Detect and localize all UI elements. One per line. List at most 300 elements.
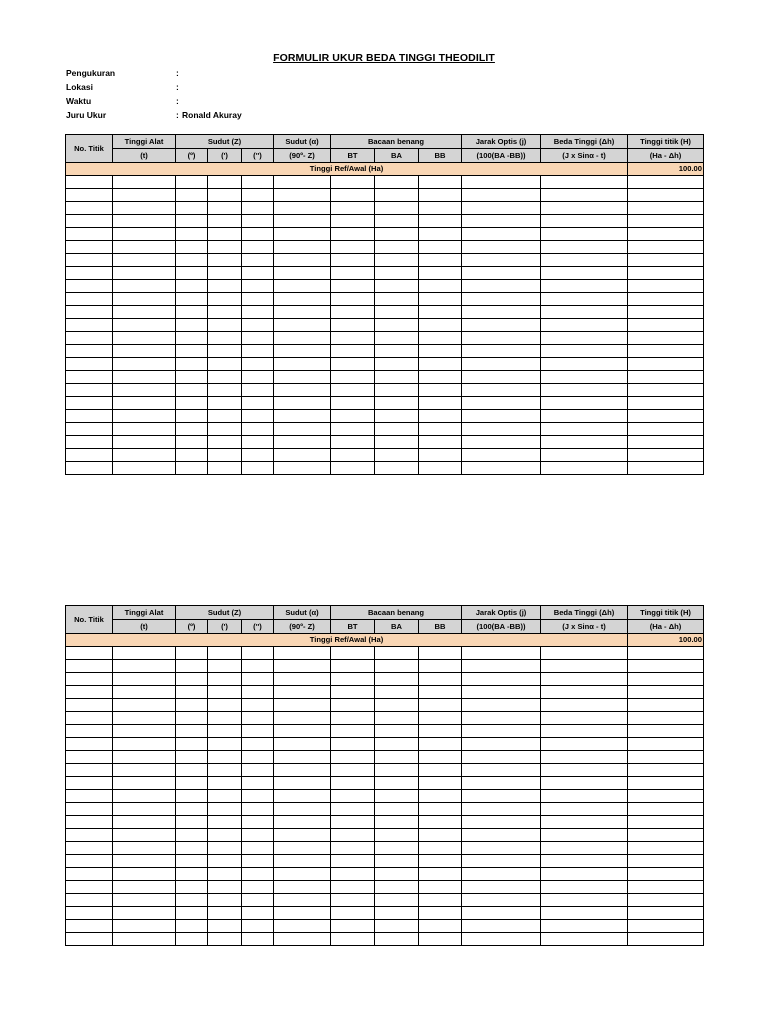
cell-tinggi-alat[interactable] [113,436,176,449]
cell-bacaan-ba[interactable] [375,907,419,920]
cell-beda-tinggi[interactable] [541,790,628,803]
cell-bacaan-ba[interactable] [375,345,419,358]
cell-bacaan-ba[interactable] [375,449,419,462]
cell-bacaan-bb[interactable] [419,319,462,332]
cell-beda-tinggi[interactable] [541,803,628,816]
cell-sudut-degree[interactable] [176,384,208,397]
cell-bacaan-bb[interactable] [419,384,462,397]
cell-sudut-alpha[interactable] [274,267,331,280]
cell-no-titik[interactable] [66,894,113,907]
cell-bacaan-bb[interactable] [419,254,462,267]
cell-no-titik[interactable] [66,725,113,738]
cell-sudut-second[interactable] [242,371,274,384]
cell-sudut-second[interactable] [242,751,274,764]
cell-sudut-second[interactable] [242,725,274,738]
cell-bacaan-bb[interactable] [419,881,462,894]
cell-sudut-minute[interactable] [208,436,242,449]
cell-sudut-degree[interactable] [176,189,208,202]
cell-tinggi-titik[interactable] [628,189,704,202]
cell-bacaan-ba[interactable] [375,803,419,816]
cell-beda-tinggi[interactable] [541,423,628,436]
cell-beda-tinggi[interactable] [541,647,628,660]
cell-sudut-degree[interactable] [176,777,208,790]
cell-sudut-alpha[interactable] [274,660,331,673]
cell-sudut-minute[interactable] [208,725,242,738]
cell-tinggi-titik[interactable] [628,176,704,189]
cell-tinggi-alat[interactable] [113,881,176,894]
cell-jarak-optis[interactable] [462,712,541,725]
cell-sudut-second[interactable] [242,293,274,306]
cell-bacaan-bt[interactable] [331,384,375,397]
cell-sudut-degree[interactable] [176,358,208,371]
cell-sudut-minute[interactable] [208,751,242,764]
cell-bacaan-bb[interactable] [419,712,462,725]
cell-no-titik[interactable] [66,241,113,254]
cell-sudut-alpha[interactable] [274,829,331,842]
cell-sudut-degree[interactable] [176,449,208,462]
cell-jarak-optis[interactable] [462,790,541,803]
cell-beda-tinggi[interactable] [541,371,628,384]
cell-bacaan-ba[interactable] [375,423,419,436]
cell-bacaan-bt[interactable] [331,371,375,384]
cell-beda-tinggi[interactable] [541,436,628,449]
cell-tinggi-alat[interactable] [113,725,176,738]
cell-bacaan-bb[interactable] [419,449,462,462]
cell-beda-tinggi[interactable] [541,933,628,946]
cell-sudut-second[interactable] [242,254,274,267]
cell-bacaan-bt[interactable] [331,790,375,803]
cell-no-titik[interactable] [66,647,113,660]
cell-sudut-minute[interactable] [208,894,242,907]
cell-bacaan-bt[interactable] [331,829,375,842]
cell-beda-tinggi[interactable] [541,319,628,332]
cell-bacaan-bt[interactable] [331,397,375,410]
cell-bacaan-bt[interactable] [331,725,375,738]
cell-jarak-optis[interactable] [462,920,541,933]
cell-sudut-minute[interactable] [208,881,242,894]
cell-bacaan-bb[interactable] [419,436,462,449]
cell-bacaan-bt[interactable] [331,228,375,241]
cell-bacaan-bb[interactable] [419,920,462,933]
cell-jarak-optis[interactable] [462,436,541,449]
cell-bacaan-ba[interactable] [375,712,419,725]
cell-tinggi-alat[interactable] [113,423,176,436]
cell-no-titik[interactable] [66,358,113,371]
cell-sudut-minute[interactable] [208,345,242,358]
cell-sudut-degree[interactable] [176,673,208,686]
cell-bacaan-bb[interactable] [419,176,462,189]
cell-jarak-optis[interactable] [462,673,541,686]
cell-tinggi-alat[interactable] [113,332,176,345]
cell-sudut-minute[interactable] [208,319,242,332]
cell-beda-tinggi[interactable] [541,816,628,829]
cell-sudut-minute[interactable] [208,777,242,790]
cell-beda-tinggi[interactable] [541,842,628,855]
cell-tinggi-alat[interactable] [113,660,176,673]
cell-jarak-optis[interactable] [462,371,541,384]
cell-tinggi-alat[interactable] [113,907,176,920]
cell-bacaan-ba[interactable] [375,790,419,803]
cell-bacaan-bt[interactable] [331,881,375,894]
cell-no-titik[interactable] [66,738,113,751]
cell-sudut-alpha[interactable] [274,345,331,358]
cell-beda-tinggi[interactable] [541,306,628,319]
cell-sudut-minute[interactable] [208,293,242,306]
cell-tinggi-alat[interactable] [113,202,176,215]
cell-sudut-degree[interactable] [176,868,208,881]
cell-beda-tinggi[interactable] [541,202,628,215]
cell-beda-tinggi[interactable] [541,712,628,725]
cell-tinggi-titik[interactable] [628,660,704,673]
cell-bacaan-bb[interactable] [419,397,462,410]
cell-tinggi-alat[interactable] [113,673,176,686]
cell-bacaan-bt[interactable] [331,777,375,790]
cell-bacaan-ba[interactable] [375,699,419,712]
cell-jarak-optis[interactable] [462,449,541,462]
cell-beda-tinggi[interactable] [541,397,628,410]
cell-sudut-degree[interactable] [176,254,208,267]
cell-sudut-minute[interactable] [208,764,242,777]
cell-no-titik[interactable] [66,920,113,933]
cell-sudut-second[interactable] [242,699,274,712]
cell-bacaan-bb[interactable] [419,280,462,293]
cell-bacaan-bt[interactable] [331,176,375,189]
cell-beda-tinggi[interactable] [541,738,628,751]
cell-tinggi-alat[interactable] [113,241,176,254]
cell-sudut-degree[interactable] [176,345,208,358]
cell-bacaan-ba[interactable] [375,267,419,280]
cell-beda-tinggi[interactable] [541,686,628,699]
cell-bacaan-bt[interactable] [331,189,375,202]
cell-bacaan-bt[interactable] [331,449,375,462]
cell-jarak-optis[interactable] [462,189,541,202]
cell-sudut-second[interactable] [242,777,274,790]
cell-bacaan-bt[interactable] [331,803,375,816]
cell-sudut-alpha[interactable] [274,410,331,423]
cell-bacaan-bt[interactable] [331,647,375,660]
cell-no-titik[interactable] [66,907,113,920]
cell-sudut-second[interactable] [242,384,274,397]
cell-sudut-second[interactable] [242,410,274,423]
cell-bacaan-bt[interactable] [331,345,375,358]
cell-tinggi-alat[interactable] [113,894,176,907]
cell-beda-tinggi[interactable] [541,881,628,894]
cell-sudut-alpha[interactable] [274,176,331,189]
cell-sudut-second[interactable] [242,764,274,777]
cell-sudut-minute[interactable] [208,267,242,280]
cell-no-titik[interactable] [66,842,113,855]
cell-bacaan-bt[interactable] [331,358,375,371]
cell-no-titik[interactable] [66,777,113,790]
cell-sudut-alpha[interactable] [274,725,331,738]
cell-beda-tinggi[interactable] [541,410,628,423]
cell-sudut-second[interactable] [242,829,274,842]
cell-sudut-minute[interactable] [208,933,242,946]
cell-bacaan-bb[interactable] [419,358,462,371]
cell-sudut-degree[interactable] [176,176,208,189]
cell-tinggi-titik[interactable] [628,751,704,764]
cell-sudut-alpha[interactable] [274,894,331,907]
cell-jarak-optis[interactable] [462,764,541,777]
cell-sudut-alpha[interactable] [274,764,331,777]
cell-sudut-minute[interactable] [208,215,242,228]
cell-bacaan-ba[interactable] [375,189,419,202]
cell-tinggi-alat[interactable] [113,319,176,332]
cell-tinggi-alat[interactable] [113,751,176,764]
cell-bacaan-bt[interactable] [331,738,375,751]
cell-tinggi-titik[interactable] [628,712,704,725]
cell-bacaan-bt[interactable] [331,267,375,280]
cell-sudut-minute[interactable] [208,202,242,215]
cell-sudut-degree[interactable] [176,933,208,946]
cell-no-titik[interactable] [66,202,113,215]
cell-bacaan-ba[interactable] [375,228,419,241]
cell-sudut-degree[interactable] [176,397,208,410]
cell-tinggi-alat[interactable] [113,410,176,423]
cell-sudut-second[interactable] [242,267,274,280]
cell-tinggi-titik[interactable] [628,319,704,332]
cell-sudut-minute[interactable] [208,816,242,829]
cell-sudut-second[interactable] [242,397,274,410]
cell-tinggi-titik[interactable] [628,725,704,738]
cell-bacaan-bt[interactable] [331,462,375,475]
cell-sudut-second[interactable] [242,790,274,803]
cell-sudut-alpha[interactable] [274,907,331,920]
cell-jarak-optis[interactable] [462,686,541,699]
cell-bacaan-bt[interactable] [331,764,375,777]
cell-sudut-minute[interactable] [208,738,242,751]
cell-no-titik[interactable] [66,254,113,267]
cell-tinggi-titik[interactable] [628,920,704,933]
cell-no-titik[interactable] [66,345,113,358]
cell-jarak-optis[interactable] [462,894,541,907]
cell-beda-tinggi[interactable] [541,699,628,712]
cell-bacaan-ba[interactable] [375,894,419,907]
cell-bacaan-bb[interactable] [419,816,462,829]
cell-bacaan-bb[interactable] [419,868,462,881]
cell-beda-tinggi[interactable] [541,215,628,228]
cell-bacaan-ba[interactable] [375,647,419,660]
cell-sudut-second[interactable] [242,816,274,829]
cell-sudut-alpha[interactable] [274,306,331,319]
cell-bacaan-bt[interactable] [331,241,375,254]
cell-jarak-optis[interactable] [462,725,541,738]
cell-sudut-alpha[interactable] [274,319,331,332]
cell-beda-tinggi[interactable] [541,189,628,202]
cell-bacaan-bt[interactable] [331,673,375,686]
cell-jarak-optis[interactable] [462,176,541,189]
cell-sudut-second[interactable] [242,280,274,293]
cell-tinggi-titik[interactable] [628,933,704,946]
cell-beda-tinggi[interactable] [541,673,628,686]
cell-no-titik[interactable] [66,436,113,449]
cell-bacaan-ba[interactable] [375,241,419,254]
cell-sudut-second[interactable] [242,449,274,462]
cell-bacaan-bb[interactable] [419,241,462,254]
cell-no-titik[interactable] [66,384,113,397]
cell-tinggi-alat[interactable] [113,647,176,660]
cell-sudut-minute[interactable] [208,686,242,699]
cell-tinggi-titik[interactable] [628,410,704,423]
cell-sudut-degree[interactable] [176,647,208,660]
cell-bacaan-bt[interactable] [331,306,375,319]
cell-jarak-optis[interactable] [462,345,541,358]
cell-sudut-second[interactable] [242,319,274,332]
cell-bacaan-bb[interactable] [419,228,462,241]
cell-tinggi-titik[interactable] [628,816,704,829]
cell-jarak-optis[interactable] [462,855,541,868]
cell-tinggi-alat[interactable] [113,816,176,829]
cell-sudut-degree[interactable] [176,332,208,345]
cell-sudut-degree[interactable] [176,699,208,712]
cell-sudut-second[interactable] [242,215,274,228]
cell-beda-tinggi[interactable] [541,228,628,241]
cell-sudut-alpha[interactable] [274,449,331,462]
cell-tinggi-titik[interactable] [628,868,704,881]
cell-tinggi-titik[interactable] [628,881,704,894]
cell-bacaan-bb[interactable] [419,829,462,842]
cell-bacaan-bb[interactable] [419,842,462,855]
cell-no-titik[interactable] [66,176,113,189]
cell-jarak-optis[interactable] [462,660,541,673]
cell-sudut-minute[interactable] [208,397,242,410]
cell-tinggi-alat[interactable] [113,384,176,397]
cell-tinggi-alat[interactable] [113,306,176,319]
cell-no-titik[interactable] [66,855,113,868]
cell-no-titik[interactable] [66,293,113,306]
cell-beda-tinggi[interactable] [541,345,628,358]
cell-bacaan-ba[interactable] [375,176,419,189]
cell-bacaan-ba[interactable] [375,319,419,332]
cell-sudut-alpha[interactable] [274,803,331,816]
cell-bacaan-ba[interactable] [375,881,419,894]
cell-sudut-minute[interactable] [208,241,242,254]
cell-sudut-second[interactable] [242,202,274,215]
cell-beda-tinggi[interactable] [541,764,628,777]
cell-beda-tinggi[interactable] [541,293,628,306]
cell-no-titik[interactable] [66,423,113,436]
cell-bacaan-bt[interactable] [331,699,375,712]
cell-sudut-minute[interactable] [208,189,242,202]
cell-tinggi-alat[interactable] [113,228,176,241]
cell-sudut-minute[interactable] [208,358,242,371]
cell-bacaan-ba[interactable] [375,410,419,423]
cell-no-titik[interactable] [66,410,113,423]
cell-jarak-optis[interactable] [462,267,541,280]
cell-beda-tinggi[interactable] [541,725,628,738]
cell-no-titik[interactable] [66,829,113,842]
cell-sudut-degree[interactable] [176,790,208,803]
cell-sudut-second[interactable] [242,673,274,686]
cell-tinggi-alat[interactable] [113,699,176,712]
cell-bacaan-bb[interactable] [419,345,462,358]
cell-sudut-alpha[interactable] [274,228,331,241]
cell-beda-tinggi[interactable] [541,868,628,881]
cell-jarak-optis[interactable] [462,202,541,215]
cell-tinggi-alat[interactable] [113,920,176,933]
cell-tinggi-alat[interactable] [113,842,176,855]
cell-bacaan-bb[interactable] [419,764,462,777]
cell-bacaan-bt[interactable] [331,907,375,920]
cell-no-titik[interactable] [66,319,113,332]
cell-tinggi-titik[interactable] [628,306,704,319]
cell-sudut-degree[interactable] [176,738,208,751]
cell-bacaan-bb[interactable] [419,738,462,751]
cell-tinggi-titik[interactable] [628,790,704,803]
cell-sudut-alpha[interactable] [274,436,331,449]
cell-bacaan-bt[interactable] [331,423,375,436]
cell-sudut-minute[interactable] [208,673,242,686]
cell-bacaan-bb[interactable] [419,332,462,345]
cell-tinggi-titik[interactable] [628,293,704,306]
cell-sudut-second[interactable] [242,306,274,319]
cell-sudut-second[interactable] [242,907,274,920]
cell-jarak-optis[interactable] [462,254,541,267]
cell-bacaan-ba[interactable] [375,686,419,699]
cell-sudut-degree[interactable] [176,293,208,306]
cell-no-titik[interactable] [66,462,113,475]
cell-no-titik[interactable] [66,790,113,803]
cell-sudut-alpha[interactable] [274,933,331,946]
cell-sudut-second[interactable] [242,686,274,699]
cell-tinggi-titik[interactable] [628,345,704,358]
cell-jarak-optis[interactable] [462,228,541,241]
cell-beda-tinggi[interactable] [541,384,628,397]
cell-bacaan-ba[interactable] [375,751,419,764]
cell-tinggi-alat[interactable] [113,189,176,202]
cell-sudut-minute[interactable] [208,842,242,855]
cell-sudut-alpha[interactable] [274,777,331,790]
cell-sudut-minute[interactable] [208,280,242,293]
cell-bacaan-ba[interactable] [375,306,419,319]
cell-sudut-alpha[interactable] [274,215,331,228]
cell-tinggi-titik[interactable] [628,215,704,228]
cell-tinggi-alat[interactable] [113,462,176,475]
cell-sudut-second[interactable] [242,881,274,894]
cell-no-titik[interactable] [66,686,113,699]
cell-sudut-minute[interactable] [208,699,242,712]
cell-sudut-second[interactable] [242,712,274,725]
cell-tinggi-titik[interactable] [628,267,704,280]
cell-sudut-second[interactable] [242,189,274,202]
cell-bacaan-bb[interactable] [419,423,462,436]
cell-no-titik[interactable] [66,868,113,881]
cell-tinggi-titik[interactable] [628,371,704,384]
cell-bacaan-ba[interactable] [375,462,419,475]
cell-bacaan-bb[interactable] [419,306,462,319]
cell-bacaan-bb[interactable] [419,803,462,816]
cell-jarak-optis[interactable] [462,816,541,829]
cell-sudut-second[interactable] [242,647,274,660]
cell-tinggi-titik[interactable] [628,894,704,907]
cell-sudut-alpha[interactable] [274,920,331,933]
cell-sudut-degree[interactable] [176,241,208,254]
cell-sudut-alpha[interactable] [274,423,331,436]
cell-sudut-alpha[interactable] [274,189,331,202]
cell-tinggi-titik[interactable] [628,332,704,345]
cell-tinggi-titik[interactable] [628,449,704,462]
cell-bacaan-ba[interactable] [375,725,419,738]
cell-bacaan-bb[interactable] [419,907,462,920]
cell-sudut-degree[interactable] [176,907,208,920]
cell-bacaan-bt[interactable] [331,894,375,907]
cell-sudut-minute[interactable] [208,868,242,881]
cell-sudut-second[interactable] [242,436,274,449]
cell-bacaan-ba[interactable] [375,738,419,751]
cell-no-titik[interactable] [66,228,113,241]
cell-bacaan-ba[interactable] [375,855,419,868]
cell-sudut-alpha[interactable] [274,462,331,475]
